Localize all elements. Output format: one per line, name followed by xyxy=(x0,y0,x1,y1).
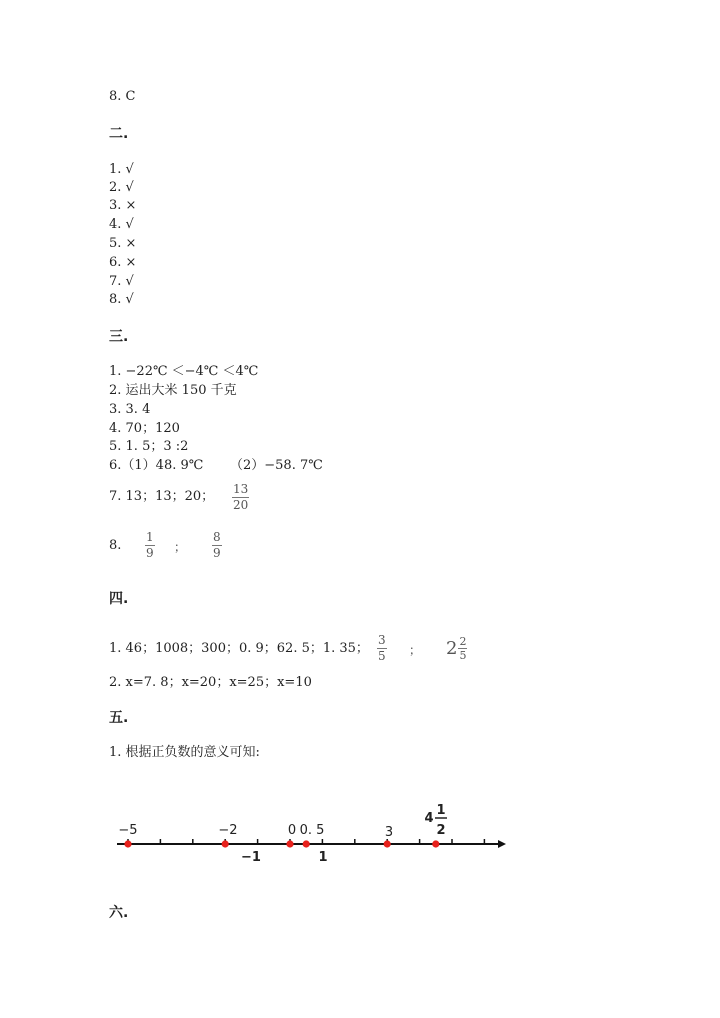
answer-item: 8. √ xyxy=(109,292,134,307)
number-line-label: 0 xyxy=(287,823,297,838)
fraction-denominator: 20 xyxy=(233,498,249,512)
answer-item: 6.（1）48. 9℃ xyxy=(109,458,204,473)
fraction-numerator: 2 xyxy=(459,635,467,648)
fraction xyxy=(212,531,222,560)
answer-item: 4. 70；120 xyxy=(109,421,180,436)
answer-item: 3. 3. 4 xyxy=(109,402,151,417)
fraction-denominator: 9 xyxy=(146,546,154,560)
fraction-denominator: 5 xyxy=(459,649,467,662)
number-line-label: 0. 5 xyxy=(299,823,325,838)
answer-item: 8. xyxy=(109,538,122,553)
answer-item: 7. 13；13；20； xyxy=(109,489,215,504)
number-line-point xyxy=(384,840,391,847)
number-line-label: −5 xyxy=(118,823,138,838)
section-heading-3: 三. xyxy=(109,329,129,345)
answer-item: 3. × xyxy=(109,198,137,213)
separator: ； xyxy=(174,540,187,554)
fraction xyxy=(232,483,249,512)
fraction xyxy=(458,636,467,661)
answer-item: 5. 1. 5；3 :2 xyxy=(109,439,189,454)
mixed-whole: 4 xyxy=(424,811,434,826)
number-line-label-bottom: −1 xyxy=(241,850,261,865)
answer-item: 1. −22℃ ＜−4℃ ＜4℃ xyxy=(109,364,259,379)
answer-item: 7. √ xyxy=(109,274,134,289)
number-line-point xyxy=(432,840,439,847)
number-line xyxy=(0,790,720,910)
number-line-point xyxy=(222,840,229,847)
fraction-numerator: 3 xyxy=(378,633,386,647)
separator: ； xyxy=(409,643,422,657)
answer-item: 2. √ xyxy=(109,180,134,195)
answer-item: 5. × xyxy=(109,236,137,251)
number-line-label: −2 xyxy=(218,823,238,838)
number-line-label-bottom: 1 xyxy=(318,850,328,865)
fraction-denominator: 5 xyxy=(378,649,386,663)
number-line-point xyxy=(286,840,293,847)
answer-item-part: （2）−58. 7℃ xyxy=(230,458,323,473)
answer-item: 1. √ xyxy=(109,162,134,177)
number-line-arrow xyxy=(498,840,506,848)
fraction-denominator: 9 xyxy=(213,546,221,560)
mixed-number xyxy=(446,636,467,661)
answer-item: 2. 运出大米 150 千克 xyxy=(109,383,237,398)
answer-item: 4. √ xyxy=(109,217,134,232)
section-heading-4: 四. xyxy=(109,591,129,607)
section-heading-6: 六. xyxy=(109,905,129,921)
section-heading-2: 二. xyxy=(109,126,129,142)
number-line-point xyxy=(124,840,131,847)
section-heading-5: 五. xyxy=(109,710,129,726)
answer-item: 6. × xyxy=(109,255,137,270)
number-line-point xyxy=(303,840,310,847)
answer-item: 1. 根据正负数的意义可知: xyxy=(109,745,260,760)
fraction xyxy=(377,634,387,663)
fraction-numerator: 8 xyxy=(213,530,221,544)
fraction-numerator: 1 xyxy=(146,530,154,544)
answer-item: 1. 46；1008；300；0. 9；62. 5；1. 35； xyxy=(109,641,369,656)
answer-8-c: 8. C xyxy=(109,89,136,104)
mixed-whole: 2 xyxy=(446,638,458,659)
number-line-label: 3 xyxy=(384,825,394,840)
fraction xyxy=(145,531,155,560)
fraction-numerator: 13 xyxy=(233,482,249,496)
fraction-denominator: 2 xyxy=(436,823,446,838)
fraction-numerator: 1 xyxy=(436,803,446,818)
answer-item: 2. x=7. 8；x=20；x=25；x=10 xyxy=(109,675,312,690)
